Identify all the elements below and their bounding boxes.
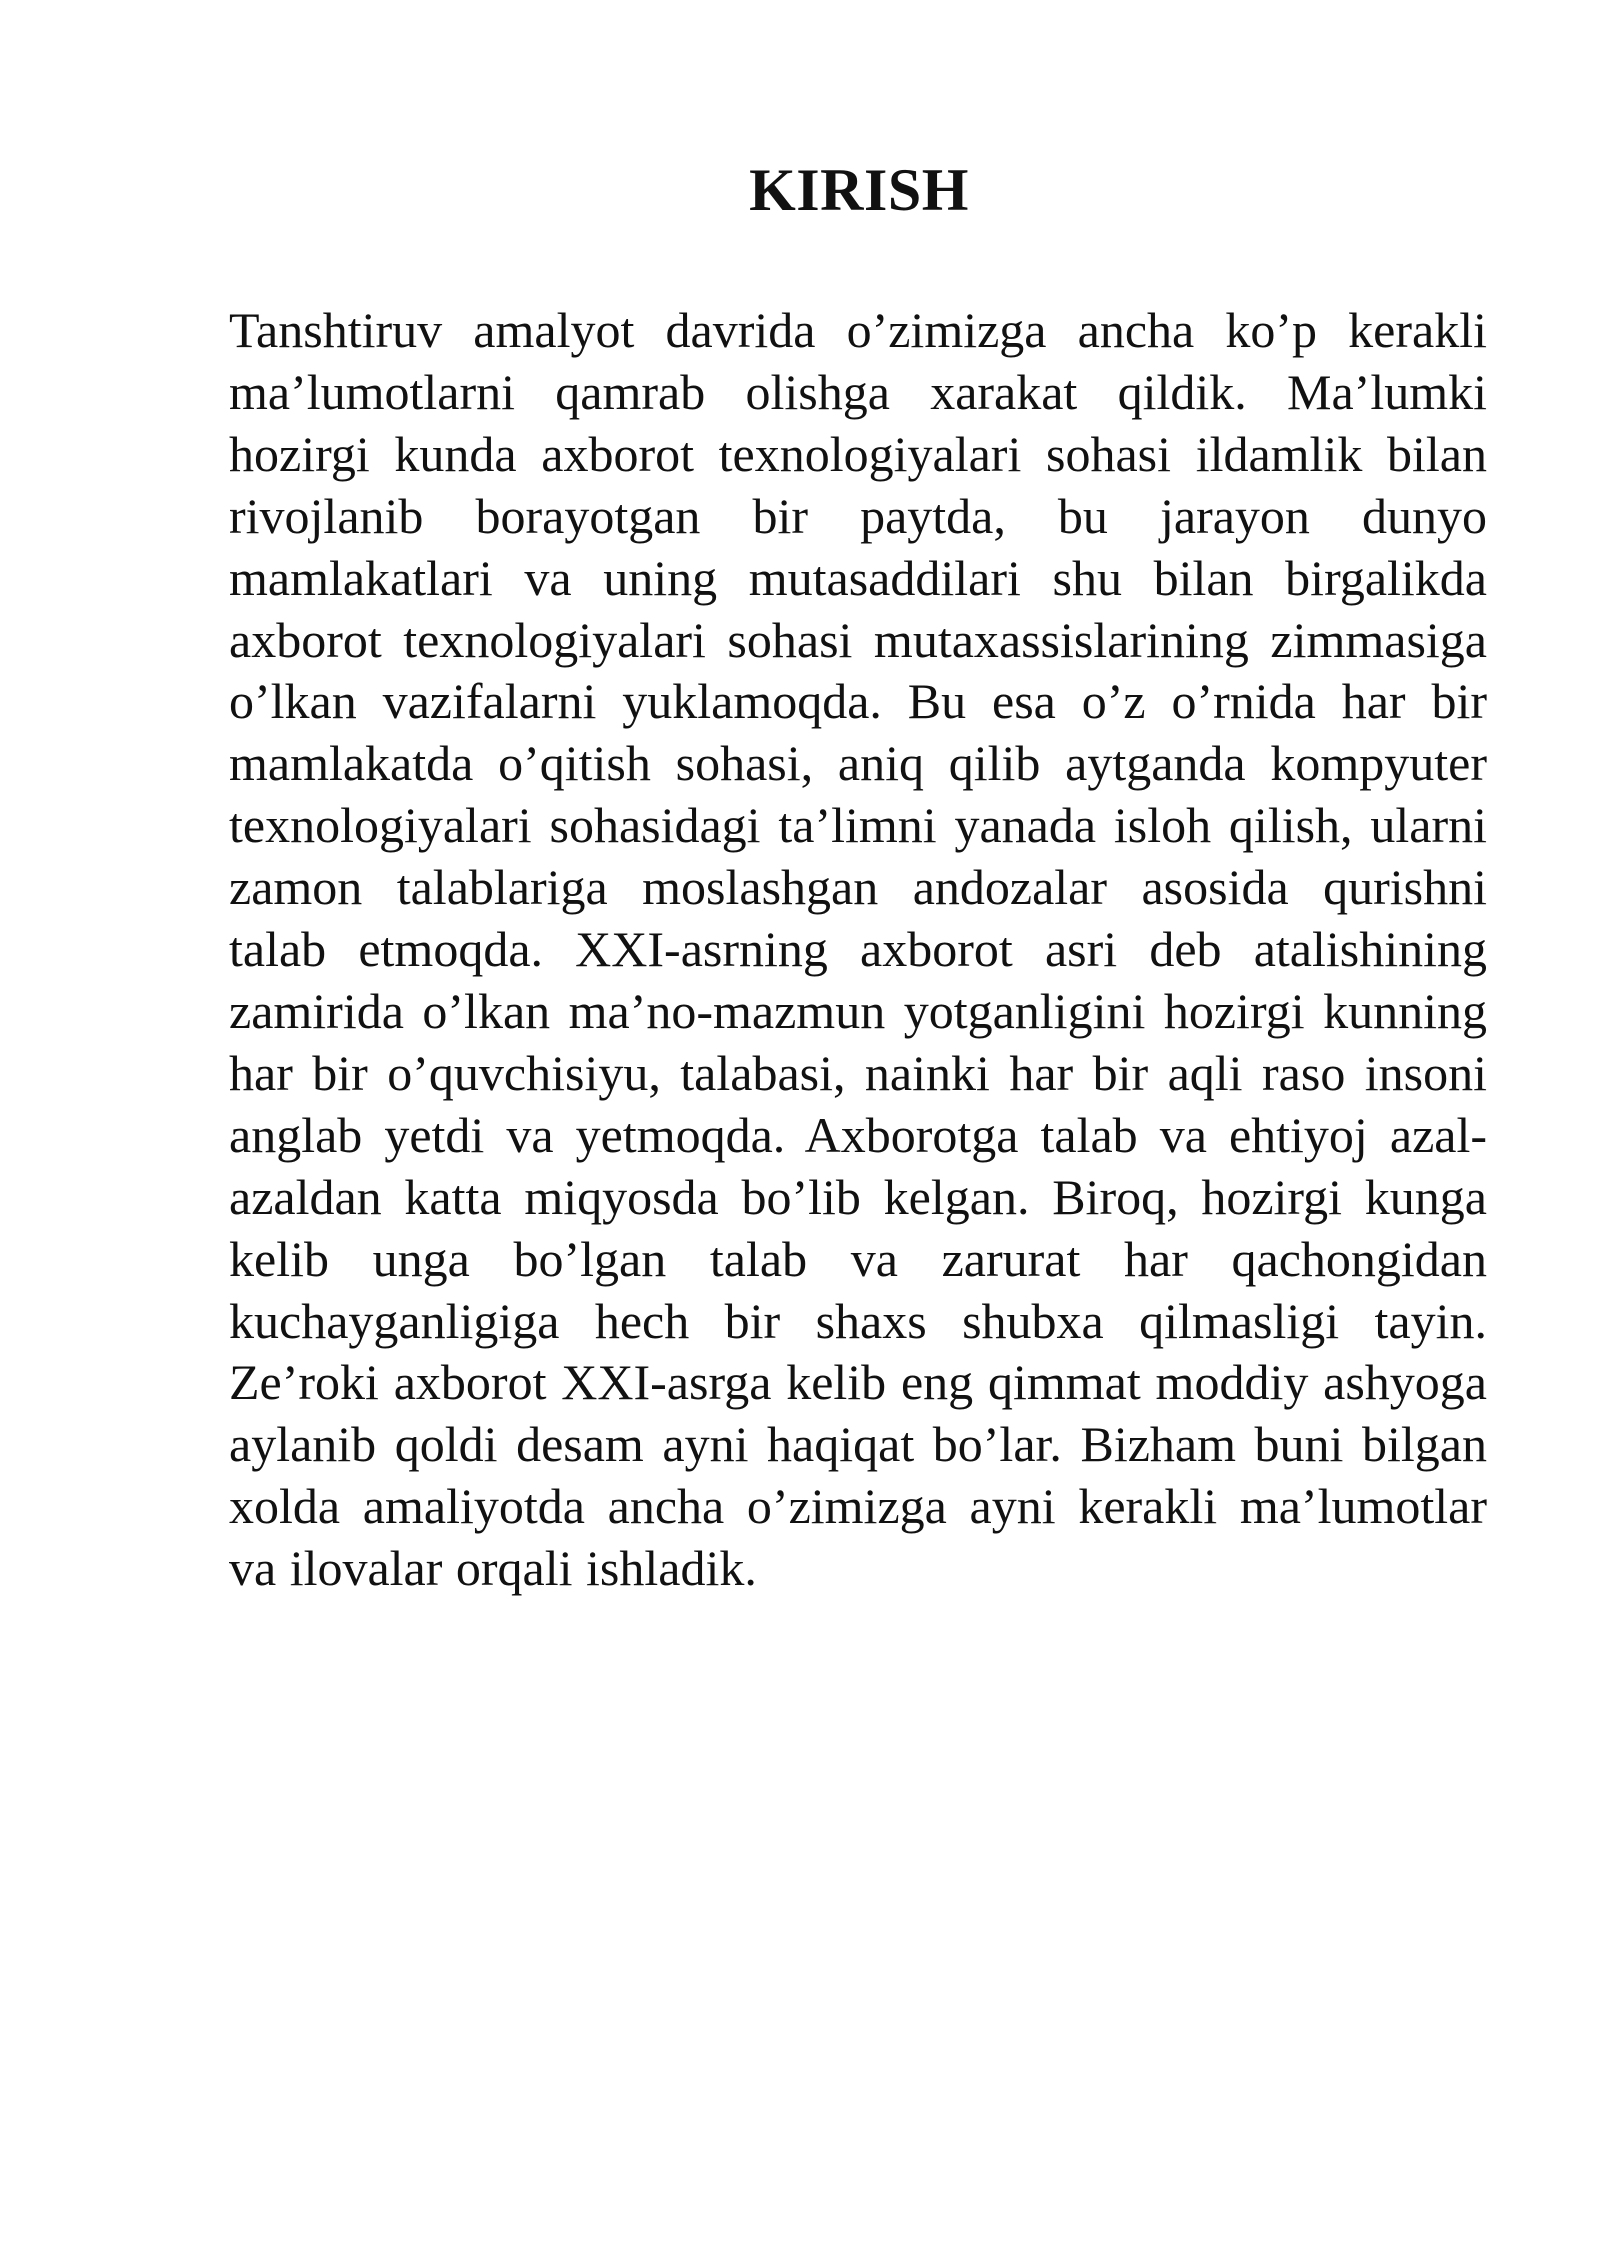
page-title: KIRISH xyxy=(749,157,969,223)
body-paragraph: Tanshtiruv amalyot davrida o’zimizga ancha ko’p kerakli ma’lumotlarni qamrab olishga xarakat qildik. Ma’lumki hozirgi kunda axborot texnologiyalari sohasi ildamlik bilan rivojlanib borayotgan bir paytda, bu jarayon dunyo mamlakatlari va uning mutasaddilari shu bilan birgalikda axborot texnologiyalari sohasi mutaxassislarining zimmasiga o’lkan vazifalarni yuklamoqda. Bu esa o’z o’rnida har bir mamlakatda o’qitish sohasi, aniq qilib aytganda kompyuter texnologiyalari sohasidagi ta’limni yanada isloh qilish, ularni zamon talablariga moslashgan andozalar asosida qurishni talab etmoqda. XXI-asrning axborot asri deb atalishining zamirida o’lkan ma’no-mazmun yotganligini hozirgi kunning har bir o’quvchisiyu, talabasi, nainki har bir aqli raso insoni anglab yetdi va yetmoqda. Axborotga talab va ehtiyoj azal-azaldan katta miqyosda bo’lib kelgan. Biroq, hozirgi kunga kelib unga bo’lgan talab va zarurat har qachongidan kuchayganligiga hech bir shaxs shubxa qilmasligi tayin. Ze’roki axborot XXI-asrga kelib eng qimmat moddiy ashyoga aylanib qoldi desam ayni haqiqat bo’lar. Bizham buni bilgan xolda amaliyotda ancha o’zimizga ayni kerakli ma’lumotlar va ilovalar orqali ishladik. xyxy=(229,302,1487,1597)
